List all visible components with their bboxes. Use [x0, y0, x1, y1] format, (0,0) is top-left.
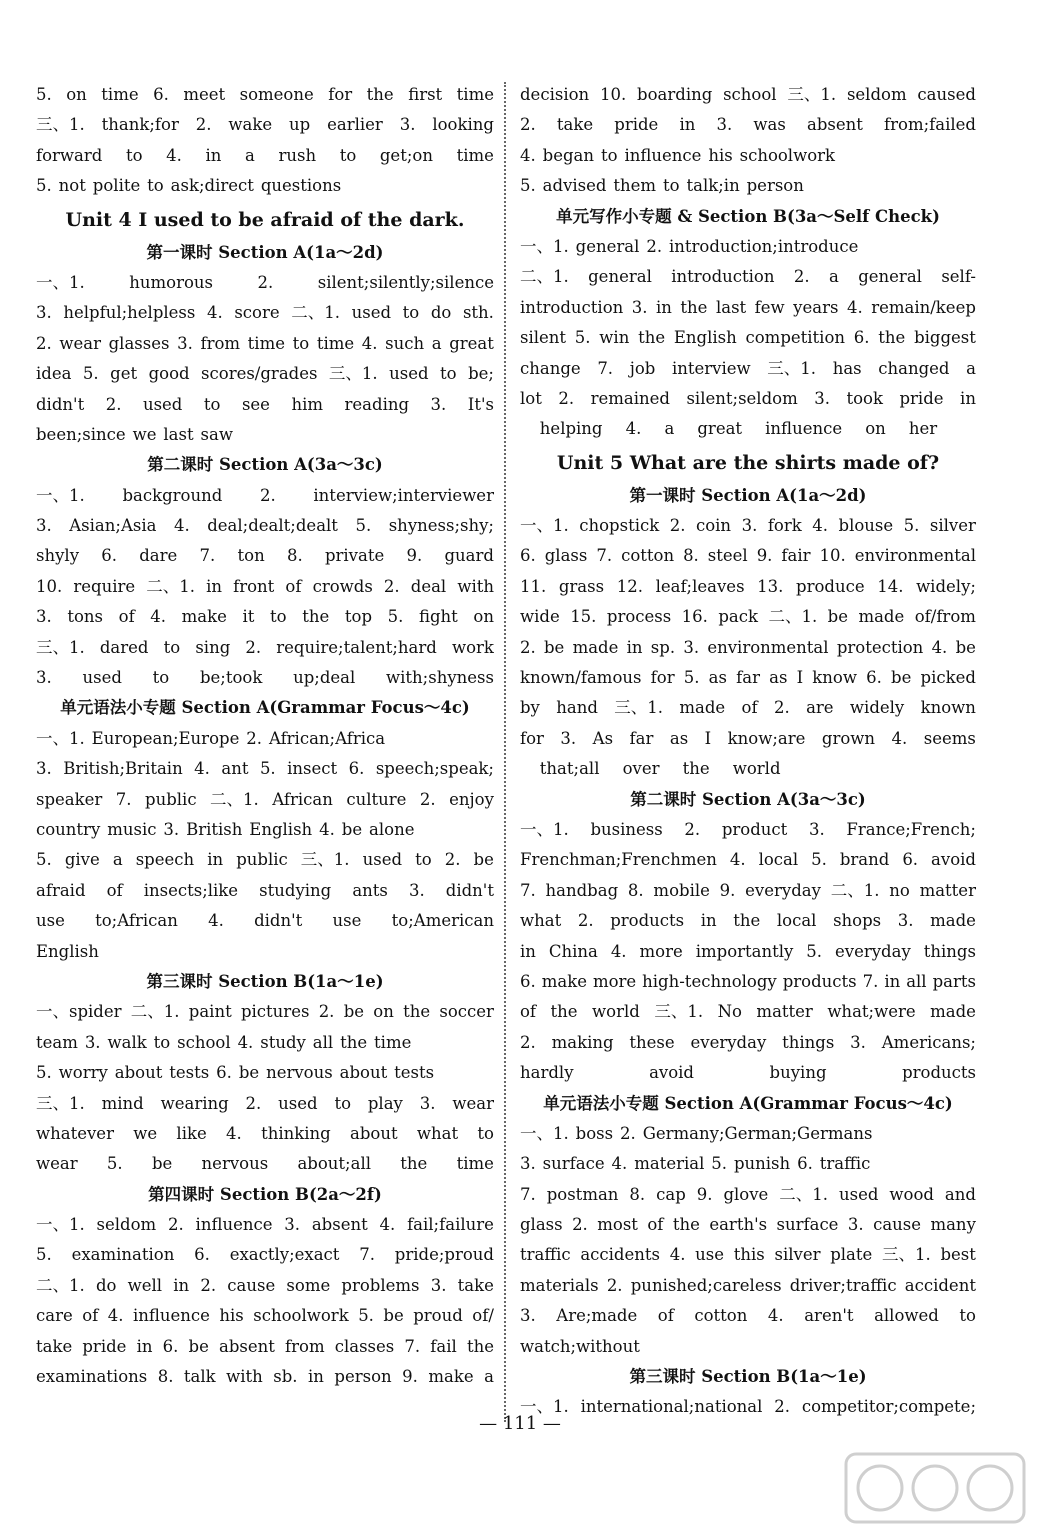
- unit-title: Unit 5 What are the shirts made of?: [556, 451, 940, 474]
- answer-line: shyly 6. dare 7. ton 8. private 9. guard: [36, 546, 494, 566]
- answer-line: 10. require 二、1. in front of crowds 2. deal with: [36, 576, 494, 596]
- answer-line: materials 2. punished;careless driver;traffic accident: [520, 1275, 976, 1295]
- answer-line: didn't 2. used to see him reading 3. It's: [36, 394, 494, 414]
- answer-line: for 3. As far as I know;are grown 4. seems: [520, 728, 976, 748]
- answer-line: take pride in 6. be absent from classes 7. fail the: [36, 1336, 494, 1356]
- answer-line: 三、1. dared to sing 2. require;talent;hard work: [36, 637, 494, 657]
- answer-line: 2. wear glasses 3. from time to time 4. such a great: [36, 333, 494, 353]
- answer-line: wear 5. be nervous about;all the time: [36, 1154, 494, 1174]
- unit-title: Unit 4 I used to be afraid of the dark.: [65, 208, 465, 231]
- answer-line: 一、1. background 2. interview;interviewer: [36, 485, 494, 505]
- answer-line: care of 4. influence his schoolwork 5. be proud of/: [36, 1306, 494, 1326]
- answer-line: forward to 4. in a rush to get;on time: [36, 145, 494, 165]
- answer-line: helping 4. a great influence on her: [539, 419, 938, 439]
- answer-line: 3. helpful;helpless 4. score 二、1. used to do sth.: [36, 303, 494, 323]
- answer-line: been;since we last saw: [36, 424, 233, 444]
- section-heading: 第二课时 Section A(3a～3c): [147, 455, 383, 475]
- answer-line: 5. advised them to talk;in person: [520, 176, 804, 196]
- answer-line: by hand 三、1. made of 2. are widely known: [520, 698, 976, 718]
- answer-line: 二、1. do well in 2. cause some problems 3. take: [36, 1275, 494, 1295]
- answer-line: whatever we like 4. thinking about what to: [36, 1123, 494, 1143]
- answer-line: 一、1. international;national 2. competitor;compete;: [520, 1397, 976, 1417]
- section-heading: 单元语法小专题 Section A(Grammar Focus～4c): [543, 1093, 953, 1113]
- column-divider: [504, 82, 506, 1422]
- answer-line: lot 2. remained silent;seldom 3. took pride in: [520, 388, 976, 408]
- answer-line: 3. tons of 4. make it to the top 5. fight on: [36, 607, 494, 627]
- answer-line: wide 15. process 16. pack 二、1. be made of/from: [520, 607, 976, 627]
- answer-line: in China 4. more importantly 5. everyday things: [520, 941, 976, 961]
- answer-line: 7. handbag 8. mobile 9. everyday 二、1. no matter: [520, 880, 976, 900]
- answer-line: afraid of insects;like studying ants 3. didn't: [36, 880, 494, 900]
- answer-line: that;all over the world: [539, 759, 781, 779]
- answer-line: of the world 三、1. No matter what;were made: [520, 1002, 976, 1022]
- answer-line: country music 3. British English 4. be alone: [36, 819, 415, 839]
- section-heading: 第四课时 Section B(2a～2f): [148, 1184, 382, 1204]
- answer-line: 一、1. business 2. product 3. France;French;: [520, 819, 976, 839]
- answer-line: examinations 8. talk with sb. in person 9. make a: [36, 1367, 494, 1387]
- answer-line: Frenchman;Frenchmen 4. local 5. brand 6. avoid: [520, 850, 976, 870]
- watermark-logo: [840, 1448, 1030, 1528]
- answer-line: use to;African 4. didn't use to;American: [36, 911, 494, 931]
- section-heading: 第二课时 Section A(3a～3c): [630, 789, 866, 809]
- answer-line: watch;without: [520, 1336, 640, 1356]
- answer-line: 一、spider 二、1. paint pictures 2. be on the soccer: [36, 1002, 494, 1022]
- answer-line: 3. used to be;took up;deal with;shyness: [36, 668, 494, 688]
- right-column: [520, 80, 976, 1423]
- answer-line: 3. British;Britain 4. ant 5. insect 6. speech;speak;: [36, 759, 494, 779]
- answer-line: 2. be made in sp. 3. environmental protection 4. be: [520, 637, 976, 657]
- answer-line: 5. worry about tests 6. be nervous about tests: [36, 1063, 435, 1083]
- answer-line: team 3. walk to school 4. study all the time: [36, 1032, 412, 1052]
- section-heading: 第三课时 Section B(1a～1e): [629, 1367, 867, 1387]
- answer-line: change 7. job interview 三、1. has changed a: [520, 358, 976, 378]
- answer-line: 5. on time 6. meet someone for the first time: [36, 85, 494, 104]
- section-heading: 第三课时 Section B(1a～1e): [146, 971, 384, 991]
- answer-line: English: [36, 941, 99, 961]
- answer-line: traffic accidents 4. use this silver plate 三、1. best: [520, 1245, 976, 1265]
- answer-line: 一、1. general 2. introduction;introduce: [520, 236, 859, 256]
- answer-line: 5. give a speech in public 三、1. used to 2. be: [36, 850, 494, 870]
- answer-line: 3. Are;made of cotton 4. aren't allowed to: [520, 1306, 976, 1326]
- answer-line: known/famous for 5. as far as I know 6. be picked: [520, 668, 976, 688]
- answer-line: 7. postman 8. cap 9. glove 二、1. used wood and: [520, 1184, 976, 1204]
- section-heading: 单元写作小专题 & Section B(3a～Self Check): [556, 206, 940, 226]
- section-heading: 第一课时 Section A(1a～2d): [146, 242, 384, 262]
- answer-line: 3. Asian;Asia 4. deal;dealt;dealt 5. shyness;shy;: [36, 516, 494, 536]
- answer-line: 2. making these everyday things 3. Americans;: [520, 1032, 976, 1052]
- answer-line: decision 10. boarding school 三、1. seldom caused: [520, 85, 976, 104]
- answer-line: 5. examination 6. exactly;exact 7. pride;proud: [36, 1245, 494, 1265]
- answer-line: 3. surface 4. material 5. punish 6. traffic: [520, 1154, 871, 1174]
- answer-line: 一、1. boss 2. Germany;German;Germans: [520, 1123, 873, 1143]
- answer-line: 一、1. humorous 2. silent;silently;silence: [36, 272, 494, 292]
- answer-line: what 2. products in the local shops 3. made: [520, 911, 976, 931]
- left-column: [36, 80, 494, 1392]
- answer-line: 6. make more high-technology products 7. in all parts: [520, 971, 976, 991]
- answer-line: 三、1. mind wearing 2. used to play 3. wear: [36, 1093, 494, 1113]
- answer-line: 一、1. chopstick 2. coin 3. fork 4. blouse 5. silver: [520, 516, 976, 536]
- section-heading: 第一课时 Section A(1a～2d): [629, 485, 867, 505]
- answer-line: glass 2. most of the earth's surface 3. cause many: [520, 1215, 976, 1235]
- page-number: — 111 —: [479, 1413, 561, 1434]
- answer-line: idea 5. get good scores/grades 三、1. used to be;: [36, 364, 494, 384]
- answer-line: 5. not polite to ask;direct questions: [36, 176, 342, 196]
- answer-line: 一、1. European;Europe 2. African;Africa: [36, 728, 386, 748]
- answer-line: speaker 7. public 二、1. African culture 2. enjoy: [36, 789, 494, 809]
- answer-line: introduction 3. in the last few years 4. remain/keep: [520, 297, 976, 317]
- answer-line: 6. glass 7. cotton 8. steel 9. fair 10. environmental: [520, 546, 976, 566]
- answer-line: 二、1. general introduction 2. a general self-: [520, 267, 976, 287]
- answer-line: silent 5. win the English competition 6. the biggest: [520, 328, 976, 348]
- section-heading: 单元语法小专题 Section A(Grammar Focus～4c): [60, 698, 470, 718]
- answer-line: hardly avoid buying products: [520, 1063, 976, 1083]
- answer-line: 11. grass 12. leaf;leaves 13. produce 14. widely;: [520, 576, 976, 596]
- answer-line: 三、1. thank;for 2. wake up earlier 3. looking: [36, 115, 494, 135]
- answer-line: 一、1. seldom 2. influence 3. absent 4. fail;failure: [36, 1215, 494, 1235]
- answer-line: 2. take pride in 3. was absent from;failed: [520, 115, 976, 135]
- answer-line: 4. began to influence his schoolwork: [520, 145, 836, 165]
